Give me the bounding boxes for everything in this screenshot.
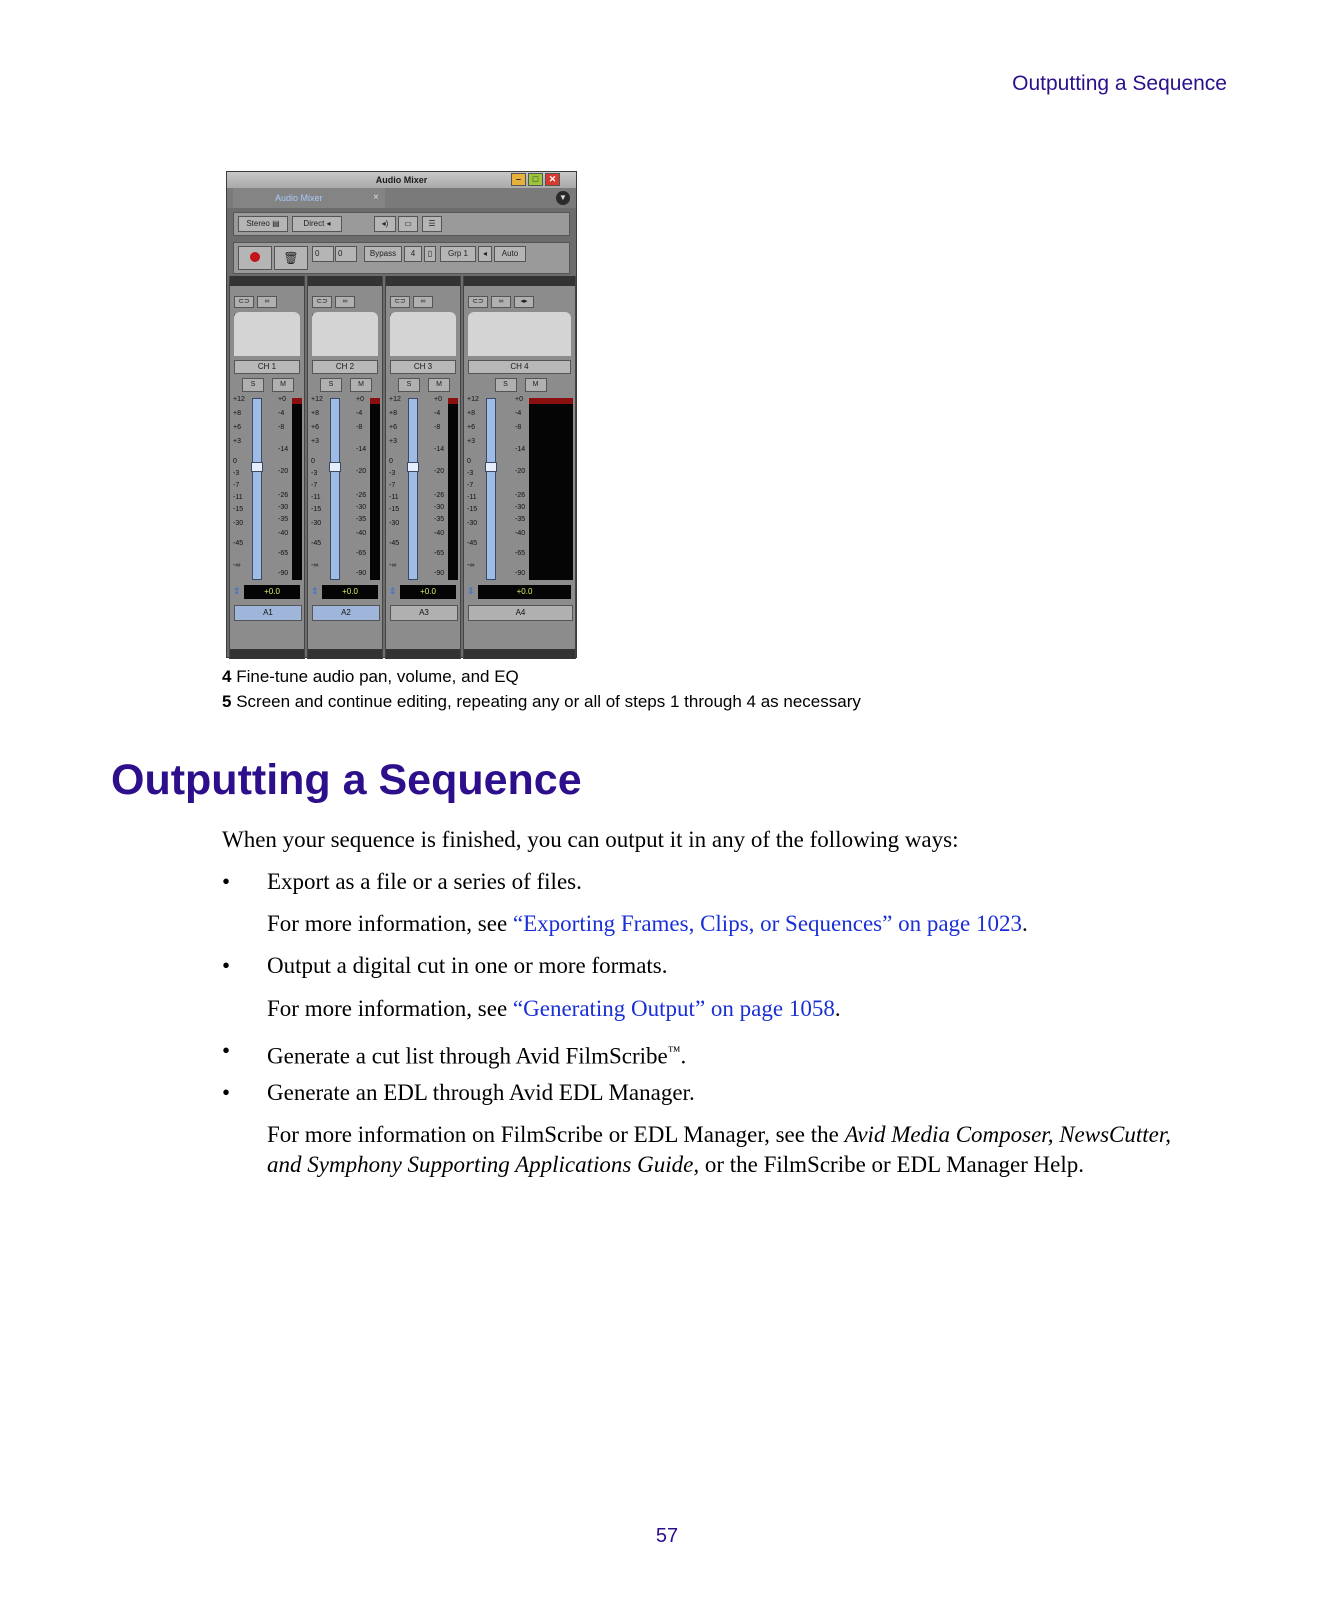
meter-scale-label: -4 bbox=[515, 410, 522, 417]
meter-scale-label: -8 bbox=[515, 424, 522, 431]
list-item: Output a digital cut in one or more formats. bbox=[267, 953, 668, 978]
offset-field-2[interactable]: 0 bbox=[335, 246, 357, 262]
step-number: 4 bbox=[222, 667, 232, 686]
meter-peak bbox=[292, 398, 302, 404]
fader-scale-label: +8 bbox=[311, 410, 319, 417]
meter-scale-label: -14 bbox=[356, 446, 367, 453]
meter-scale-label: -4 bbox=[278, 410, 285, 417]
mixer-tab-bar bbox=[227, 188, 576, 208]
fader-scale-label: -3 bbox=[467, 470, 474, 477]
link-icon[interactable]: ∞ bbox=[335, 296, 355, 308]
display-icon[interactable]: ▭ bbox=[398, 216, 418, 232]
volume-stepper-icon[interactable]: ⇕ bbox=[389, 586, 397, 596]
meter-scale-label: -40 bbox=[434, 530, 445, 537]
meter-scale-label: -4 bbox=[434, 410, 441, 417]
fader-scale-label: +8 bbox=[467, 410, 475, 417]
fader-scale-label: -45 bbox=[389, 540, 400, 547]
fader-scale-label: -30 bbox=[311, 520, 322, 527]
tab-audio-mixer[interactable] bbox=[233, 188, 385, 208]
maximize-button[interactable]: □ bbox=[528, 173, 543, 186]
direct-button[interactable]: Direct ◂ bbox=[292, 216, 342, 232]
more-info-suffix: . bbox=[1022, 911, 1028, 936]
strip-header bbox=[386, 276, 460, 286]
strip-pan-panel[interactable] bbox=[234, 312, 300, 356]
pan-icon[interactable]: ⊂⊃ bbox=[312, 296, 332, 308]
meter-scale-label: -26 bbox=[278, 492, 289, 499]
volume-fader[interactable] bbox=[486, 398, 496, 580]
meter-scale-label: -65 bbox=[515, 550, 526, 557]
fader-scale-label: -45 bbox=[311, 540, 322, 547]
level-meter bbox=[292, 398, 302, 580]
fader-knob[interactable] bbox=[485, 462, 497, 472]
bullet: • bbox=[222, 1038, 231, 1063]
fader-scale-label: +8 bbox=[389, 410, 397, 417]
channel-name: CH 1 bbox=[234, 360, 300, 374]
meter-scale-label: -4 bbox=[356, 410, 363, 417]
strip-pan-panel[interactable] bbox=[468, 312, 571, 356]
meter-scale-label: -14 bbox=[278, 446, 289, 453]
list-item: Export as a file or a series of files. bbox=[267, 869, 582, 894]
fader-knob[interactable] bbox=[329, 462, 341, 472]
meter-scale-label: -90 bbox=[356, 570, 367, 577]
meter-scale-label: +0 bbox=[356, 396, 364, 403]
list-item bbox=[267, 1036, 1172, 1072]
fader-scale-label: -7 bbox=[467, 482, 474, 489]
fader-scale-label: +12 bbox=[467, 396, 479, 403]
fader-scale-label: +3 bbox=[311, 438, 319, 445]
fast-menu-icon[interactable]: ▼ bbox=[556, 191, 570, 205]
meter-scale-label: -65 bbox=[356, 550, 367, 557]
bypass-button[interactable]: Bypass bbox=[364, 246, 402, 262]
swap-icon[interactable]: ◂▸ bbox=[514, 296, 534, 308]
meter-scale-label: -40 bbox=[515, 530, 526, 537]
meter-scale-label: -40 bbox=[356, 530, 367, 537]
group-speaker-icon[interactable]: ◂ bbox=[478, 246, 492, 262]
meter-scale-label: -14 bbox=[434, 446, 445, 453]
track-button[interactable]: A1 bbox=[234, 605, 302, 621]
meter-scale-label: -26 bbox=[515, 492, 526, 499]
track-button[interactable]: A4 bbox=[468, 605, 573, 621]
meter-scale-label: -35 bbox=[356, 516, 367, 523]
channel-strip bbox=[229, 276, 305, 659]
link-icon[interactable]: ∞ bbox=[413, 296, 433, 308]
fader-scale-label: -11 bbox=[233, 494, 243, 501]
auto-button[interactable]: Auto bbox=[494, 246, 526, 262]
meter-scale-label: -65 bbox=[278, 550, 289, 557]
guide-title: Avid Media Composer, NewsCutter, and Symphony Supporting Applications Guide, bbox=[267, 1122, 1172, 1177]
step-4 bbox=[222, 664, 861, 689]
strip-footer bbox=[386, 649, 460, 659]
pan-icon[interactable]: ⊂⊃ bbox=[390, 296, 410, 308]
meter-peak bbox=[529, 398, 573, 404]
fader-scale-label: -15 bbox=[467, 506, 478, 513]
more-info-suffix: . bbox=[834, 996, 841, 1021]
step-5 bbox=[222, 689, 861, 714]
meter-peak bbox=[370, 398, 380, 404]
fader-scale-label: -∞ bbox=[467, 562, 475, 569]
channel-name: CH 4 bbox=[468, 360, 571, 374]
fader-scale-label: -11 bbox=[389, 494, 399, 501]
fader-scale-label: -30 bbox=[467, 520, 478, 527]
fader-scale-label: +3 bbox=[233, 438, 241, 445]
fader-scale-label: +12 bbox=[311, 396, 323, 403]
meter-scale-label: -8 bbox=[434, 424, 441, 431]
strip-icons bbox=[468, 290, 571, 304]
track-button[interactable]: A2 bbox=[312, 605, 380, 621]
fader-scale-label: 0 bbox=[389, 458, 393, 465]
bullet: • bbox=[222, 953, 231, 978]
fader-scale-label: -11 bbox=[467, 494, 477, 501]
group-count: 4 bbox=[404, 246, 422, 262]
layout-icon[interactable]: ☰ bbox=[422, 216, 442, 232]
meter-scale-label: -30 bbox=[356, 504, 367, 511]
channel-strip bbox=[307, 276, 383, 659]
page-number: 57 bbox=[655, 1525, 679, 1547]
strip-footer bbox=[230, 649, 304, 659]
tab-label: Audio Mixer bbox=[275, 193, 323, 203]
meter-scale-label: -40 bbox=[278, 530, 289, 537]
fader-scale-label: 0 bbox=[467, 458, 471, 465]
fader-scale-label: +6 bbox=[233, 424, 241, 431]
strip-icons bbox=[390, 290, 456, 304]
fader-scale-label: -30 bbox=[233, 520, 244, 527]
fader-scale-label: -∞ bbox=[389, 562, 397, 569]
link-icon[interactable]: ▯ bbox=[424, 246, 436, 262]
fader-knob[interactable] bbox=[251, 462, 263, 472]
channel-strip bbox=[463, 276, 576, 659]
list-item: Generate an EDL through Avid EDL Manager. bbox=[267, 1080, 695, 1105]
more-info-paragraph bbox=[267, 994, 1172, 1024]
step-text: Screen and continue editing, repeating any or all of steps 1 through 4 as necessary bbox=[236, 692, 861, 711]
mixer-window-title: Audio Mixer bbox=[375, 175, 428, 185]
volume-fader[interactable] bbox=[252, 398, 262, 580]
strip-pan-panel[interactable] bbox=[312, 312, 378, 356]
stereo-button[interactable]: Stereo ▤ bbox=[238, 216, 288, 232]
meter-scale-label: -30 bbox=[434, 504, 445, 511]
close-tab-icon[interactable]: × bbox=[373, 192, 379, 203]
mixer-title-bar bbox=[227, 172, 576, 188]
meter-scale-label: -20 bbox=[515, 468, 526, 475]
meter-scale-label: -65 bbox=[434, 550, 445, 557]
more-info-suffix: or the FilmScribe or EDL Manager Help. bbox=[699, 1152, 1085, 1177]
fader-scale-label: 0 bbox=[311, 458, 315, 465]
level-meter bbox=[448, 398, 458, 580]
meter-scale-label: -26 bbox=[434, 492, 445, 499]
audio-mixer-window bbox=[226, 171, 577, 658]
record-button[interactable] bbox=[238, 246, 272, 270]
link-icon[interactable]: ∞ bbox=[491, 296, 511, 308]
fader-scale-label: -3 bbox=[311, 470, 318, 477]
mute-button[interactable]: M bbox=[350, 378, 372, 392]
meter-scale-label: -90 bbox=[434, 570, 445, 577]
meter-scale-label: -35 bbox=[515, 516, 526, 523]
fader-scale-label: +12 bbox=[233, 396, 245, 403]
strip-icons bbox=[234, 290, 300, 304]
level-meter bbox=[370, 398, 380, 580]
stereo-label: Stereo bbox=[246, 219, 270, 228]
strip-footer bbox=[308, 649, 382, 659]
meter-scale-label: -26 bbox=[356, 492, 367, 499]
volume-readout[interactable]: +0.0 bbox=[400, 585, 456, 599]
channel-name: CH 3 bbox=[390, 360, 456, 374]
group-button[interactable]: Grp 1 bbox=[440, 246, 476, 262]
meter-scale-label: -8 bbox=[356, 424, 363, 431]
steps-list bbox=[222, 664, 861, 714]
speaker-icon[interactable]: ◂) bbox=[374, 216, 396, 232]
channel-strip bbox=[385, 276, 461, 659]
fader-scale-label: -30 bbox=[389, 520, 400, 527]
fader-scale-label: +12 bbox=[389, 396, 401, 403]
volume-stepper-icon[interactable]: ⇕ bbox=[311, 586, 319, 596]
more-info-prefix: For more information on FilmScribe or EDL Manager, see the bbox=[267, 1122, 845, 1147]
fader-scale-label: -15 bbox=[389, 506, 400, 513]
more-info-paragraph bbox=[267, 909, 1172, 939]
meter-scale-label: -20 bbox=[278, 468, 289, 475]
fader-scale-label: -7 bbox=[311, 482, 318, 489]
close-button[interactable]: ✕ bbox=[545, 173, 560, 186]
meter-scale-label: -35 bbox=[278, 516, 289, 523]
meter-scale-label: +0 bbox=[515, 396, 523, 403]
solo-button[interactable]: S bbox=[398, 378, 420, 392]
meter-scale-label: -14 bbox=[515, 446, 526, 453]
step-number: 5 bbox=[222, 692, 232, 711]
fader-scale-label: -11 bbox=[311, 494, 321, 501]
bullet: • bbox=[222, 869, 231, 894]
more-info-prefix: For more information, see bbox=[267, 996, 513, 1021]
track-button[interactable]: A3 bbox=[390, 605, 458, 621]
trash-icon[interactable]: 🗑 bbox=[274, 246, 308, 270]
strip-pan-panel[interactable] bbox=[390, 312, 456, 356]
fader-scale-label: -45 bbox=[233, 540, 244, 547]
volume-readout[interactable]: +0.0 bbox=[478, 585, 571, 599]
meter-scale-label: -8 bbox=[278, 424, 285, 431]
fader-scale-label: +6 bbox=[389, 424, 397, 431]
strip-header bbox=[308, 276, 382, 286]
offset-field-1[interactable]: 0 bbox=[312, 246, 334, 262]
fader-scale-label: -3 bbox=[233, 470, 240, 477]
fader-scale-label: -7 bbox=[389, 482, 396, 489]
more-info-prefix: For more information, see bbox=[267, 911, 513, 936]
meter-scale-label: -20 bbox=[434, 468, 445, 475]
step-text: Fine-tune audio pan, volume, and EQ bbox=[236, 667, 519, 686]
fader-knob[interactable] bbox=[407, 462, 419, 472]
strip-icons bbox=[312, 290, 378, 304]
meter-scale-label: +0 bbox=[278, 396, 286, 403]
meter-scale-label: +0 bbox=[434, 396, 442, 403]
volume-stepper-icon[interactable]: ⇕ bbox=[467, 586, 475, 596]
volume-fader[interactable] bbox=[330, 398, 340, 580]
link-icon[interactable]: ∞ bbox=[257, 296, 277, 308]
meter-peak bbox=[448, 398, 458, 404]
intro-paragraph: When your sequence is finished, you can output it in any of the following ways: bbox=[222, 827, 959, 852]
meter-scale-label: -30 bbox=[515, 504, 526, 511]
fader-scale-label: +6 bbox=[467, 424, 475, 431]
record-icon bbox=[250, 252, 260, 262]
bullet: • bbox=[222, 1080, 231, 1105]
fader-scale-label: -15 bbox=[311, 506, 322, 513]
solo-button[interactable]: S bbox=[242, 378, 264, 392]
strip-header bbox=[464, 276, 575, 286]
volume-fader[interactable] bbox=[408, 398, 418, 580]
minimize-button[interactable]: – bbox=[511, 173, 526, 186]
fader-scale-label: -∞ bbox=[233, 562, 241, 569]
direct-label: Direct bbox=[303, 219, 325, 228]
pan-icon[interactable]: ⊂⊃ bbox=[234, 296, 254, 308]
item-suffix: . bbox=[680, 1043, 687, 1069]
mute-button[interactable]: M bbox=[272, 378, 294, 392]
fader-scale-label: +8 bbox=[233, 410, 241, 417]
meter-scale-label: -30 bbox=[278, 504, 289, 511]
fader-scale-label: 0 bbox=[233, 458, 237, 465]
solo-button[interactable]: S bbox=[495, 378, 517, 392]
item-text: Generate a cut list through Avid FilmScribe bbox=[267, 1043, 668, 1069]
volume-readout[interactable]: +0.0 bbox=[244, 585, 300, 599]
fader-scale-label: +3 bbox=[467, 438, 475, 445]
fader-scale-label: -3 bbox=[389, 470, 396, 477]
fader-scale-label: +6 bbox=[311, 424, 319, 431]
fader-scale-label: -7 bbox=[233, 482, 240, 489]
mixer-toolbar-controls bbox=[233, 242, 570, 274]
meter-scale-label: -20 bbox=[356, 468, 367, 475]
meter-scale-label: -35 bbox=[434, 516, 445, 523]
section-heading: Outputting a Sequence bbox=[111, 756, 582, 804]
meter-scale-label: -90 bbox=[278, 570, 289, 577]
strip-footer bbox=[464, 649, 575, 659]
exporting-link[interactable]: “Exporting Frames, Clips, or Sequences” on page 1023 bbox=[512, 911, 1023, 936]
mute-button[interactable]: M bbox=[525, 378, 547, 392]
generating-output-link[interactable]: “Generating Output” on page 1058 bbox=[512, 996, 835, 1021]
meter-scale-label: -90 bbox=[515, 570, 526, 577]
channel-name: CH 2 bbox=[312, 360, 378, 374]
fader-scale-label: +3 bbox=[389, 438, 397, 445]
fader-scale-label: -15 bbox=[233, 506, 244, 513]
fader-scale-label: -45 bbox=[467, 540, 478, 547]
trademark: ™ bbox=[667, 1043, 681, 1058]
volume-stepper-icon[interactable]: ⇕ bbox=[233, 586, 241, 596]
running-header: Outputting a Sequence bbox=[1012, 72, 1227, 95]
fader-scale-label: -∞ bbox=[311, 562, 319, 569]
mute-button[interactable]: M bbox=[428, 378, 450, 392]
solo-button[interactable]: S bbox=[320, 378, 342, 392]
more-info-paragraph bbox=[267, 1120, 1172, 1180]
volume-readout[interactable]: +0.0 bbox=[322, 585, 378, 599]
level-meter bbox=[529, 398, 573, 580]
strip-header bbox=[230, 276, 304, 286]
pan-icon[interactable]: ⊂⊃ bbox=[468, 296, 488, 308]
mixer-toolbar-top bbox=[233, 212, 570, 236]
